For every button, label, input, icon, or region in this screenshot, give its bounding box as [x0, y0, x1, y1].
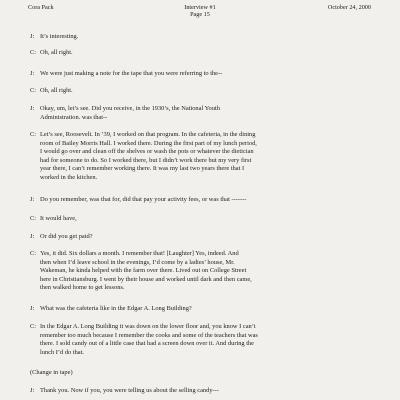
- entry-line: then when I’d leave school in the evenings, I’d come by a ladies’ house, Mr.: [40, 258, 235, 266]
- speaker-label: C:: [30, 87, 37, 94]
- entry-line: I would go over and clean off the shelves or wash the pots or whatever the dietician: [40, 148, 254, 156]
- entry-line: Administration. was that--: [40, 113, 108, 121]
- speaker-label: J:: [30, 105, 35, 112]
- entry-text: [40, 105, 374, 122]
- entry-line: It would have,: [40, 215, 77, 222]
- speaker-label: C:: [30, 131, 37, 138]
- entry-text: [40, 387, 374, 396]
- header-date: October 24, 2000: [327, 4, 371, 11]
- entry-line: Oh, all right.: [40, 49, 73, 56]
- entry-line: What was the cafeteria like in the Edgar A. Long Building?: [40, 305, 192, 312]
- entry-text: [40, 33, 374, 42]
- entry-line: then walked home to get lessons.: [40, 284, 125, 292]
- speaker-label: C:: [30, 323, 37, 330]
- speaker-label: J:: [30, 233, 35, 240]
- entry-line: Or did you get paid?: [40, 233, 93, 240]
- entry-line: It’s interesting.: [40, 33, 79, 40]
- entry-text: [40, 305, 374, 314]
- entry-text: [40, 215, 374, 224]
- speaker-label: C:: [30, 250, 37, 257]
- speaker-label: J:: [30, 387, 35, 394]
- entry-text: [40, 87, 374, 96]
- entry-line: there. I sold candy out of a little case that had a screen down over it. And during the: [40, 340, 255, 348]
- entry-text: [40, 70, 374, 79]
- entry-text: [40, 49, 374, 58]
- entry-line: worked in the kitchen.: [40, 173, 98, 181]
- speaker-label: J:: [30, 33, 35, 40]
- entry-line: Yes, it did. Six dollars a month. I remember that! [Laughter] Yes, indeed. And: [40, 250, 239, 257]
- speaker-label: C:: [30, 49, 37, 56]
- header-interview-number: Interview #1: [184, 4, 216, 11]
- header-page-number: Page 15: [190, 11, 210, 18]
- tape-change-note: (Change in tape): [30, 369, 73, 376]
- header-interviewee: Cora Pack: [28, 4, 54, 11]
- entry-text: [40, 131, 374, 183]
- speaker-label: J:: [30, 305, 35, 312]
- entry-line: had for someone to do. So I worked there, but I didn’t work there but my very first: [40, 156, 252, 164]
- entry-text: [40, 323, 374, 357]
- entry-line: In the Edgar A. Long Building it was down on the lower floor and, you know I can’t: [40, 323, 256, 330]
- speaker-label: J:: [30, 70, 35, 77]
- entry-line: Thank you. Now if you, you were telling us about the selling candy---: [40, 387, 219, 394]
- entry-text: [40, 196, 374, 205]
- entry-line: lunch I’d do that.: [40, 348, 85, 356]
- entry-line: remember too much because I remember the cooks and some of the teachers that was: [40, 331, 258, 339]
- speaker-label: J:: [30, 196, 35, 203]
- entry-line: room of Bailey Morris Hall. I worked there. During the first part of my lunch period,: [40, 139, 257, 147]
- entry-line: We were just making a note for the tape that you were referring to the--: [40, 70, 223, 77]
- entry-text: [40, 250, 374, 293]
- entry-line: Oh, all right.: [40, 87, 73, 94]
- entry-line: Let’s see, Roosevelt. In ’39, I worked on that program. In the cafeteria, in the dining: [40, 131, 256, 138]
- entry-line: year there, I can’t remember working there. It was my last two years there that I: [40, 165, 245, 173]
- entry-line: Wakeman, he kinda helped with the farm over there. Lived out on College Street: [40, 267, 247, 275]
- speaker-label: C:: [30, 215, 37, 222]
- entry-line: here in Christiansburg. I went by their house and worked until dark and then came,: [40, 275, 252, 283]
- entry-line: Okay, um, let’s see. Did you receive, in the 1930’s, the National Youth: [40, 105, 220, 112]
- entry-text: [40, 233, 374, 242]
- entry-line: Do you remember, was that for, did that pay your activity fees, or was that -------: [40, 196, 247, 203]
